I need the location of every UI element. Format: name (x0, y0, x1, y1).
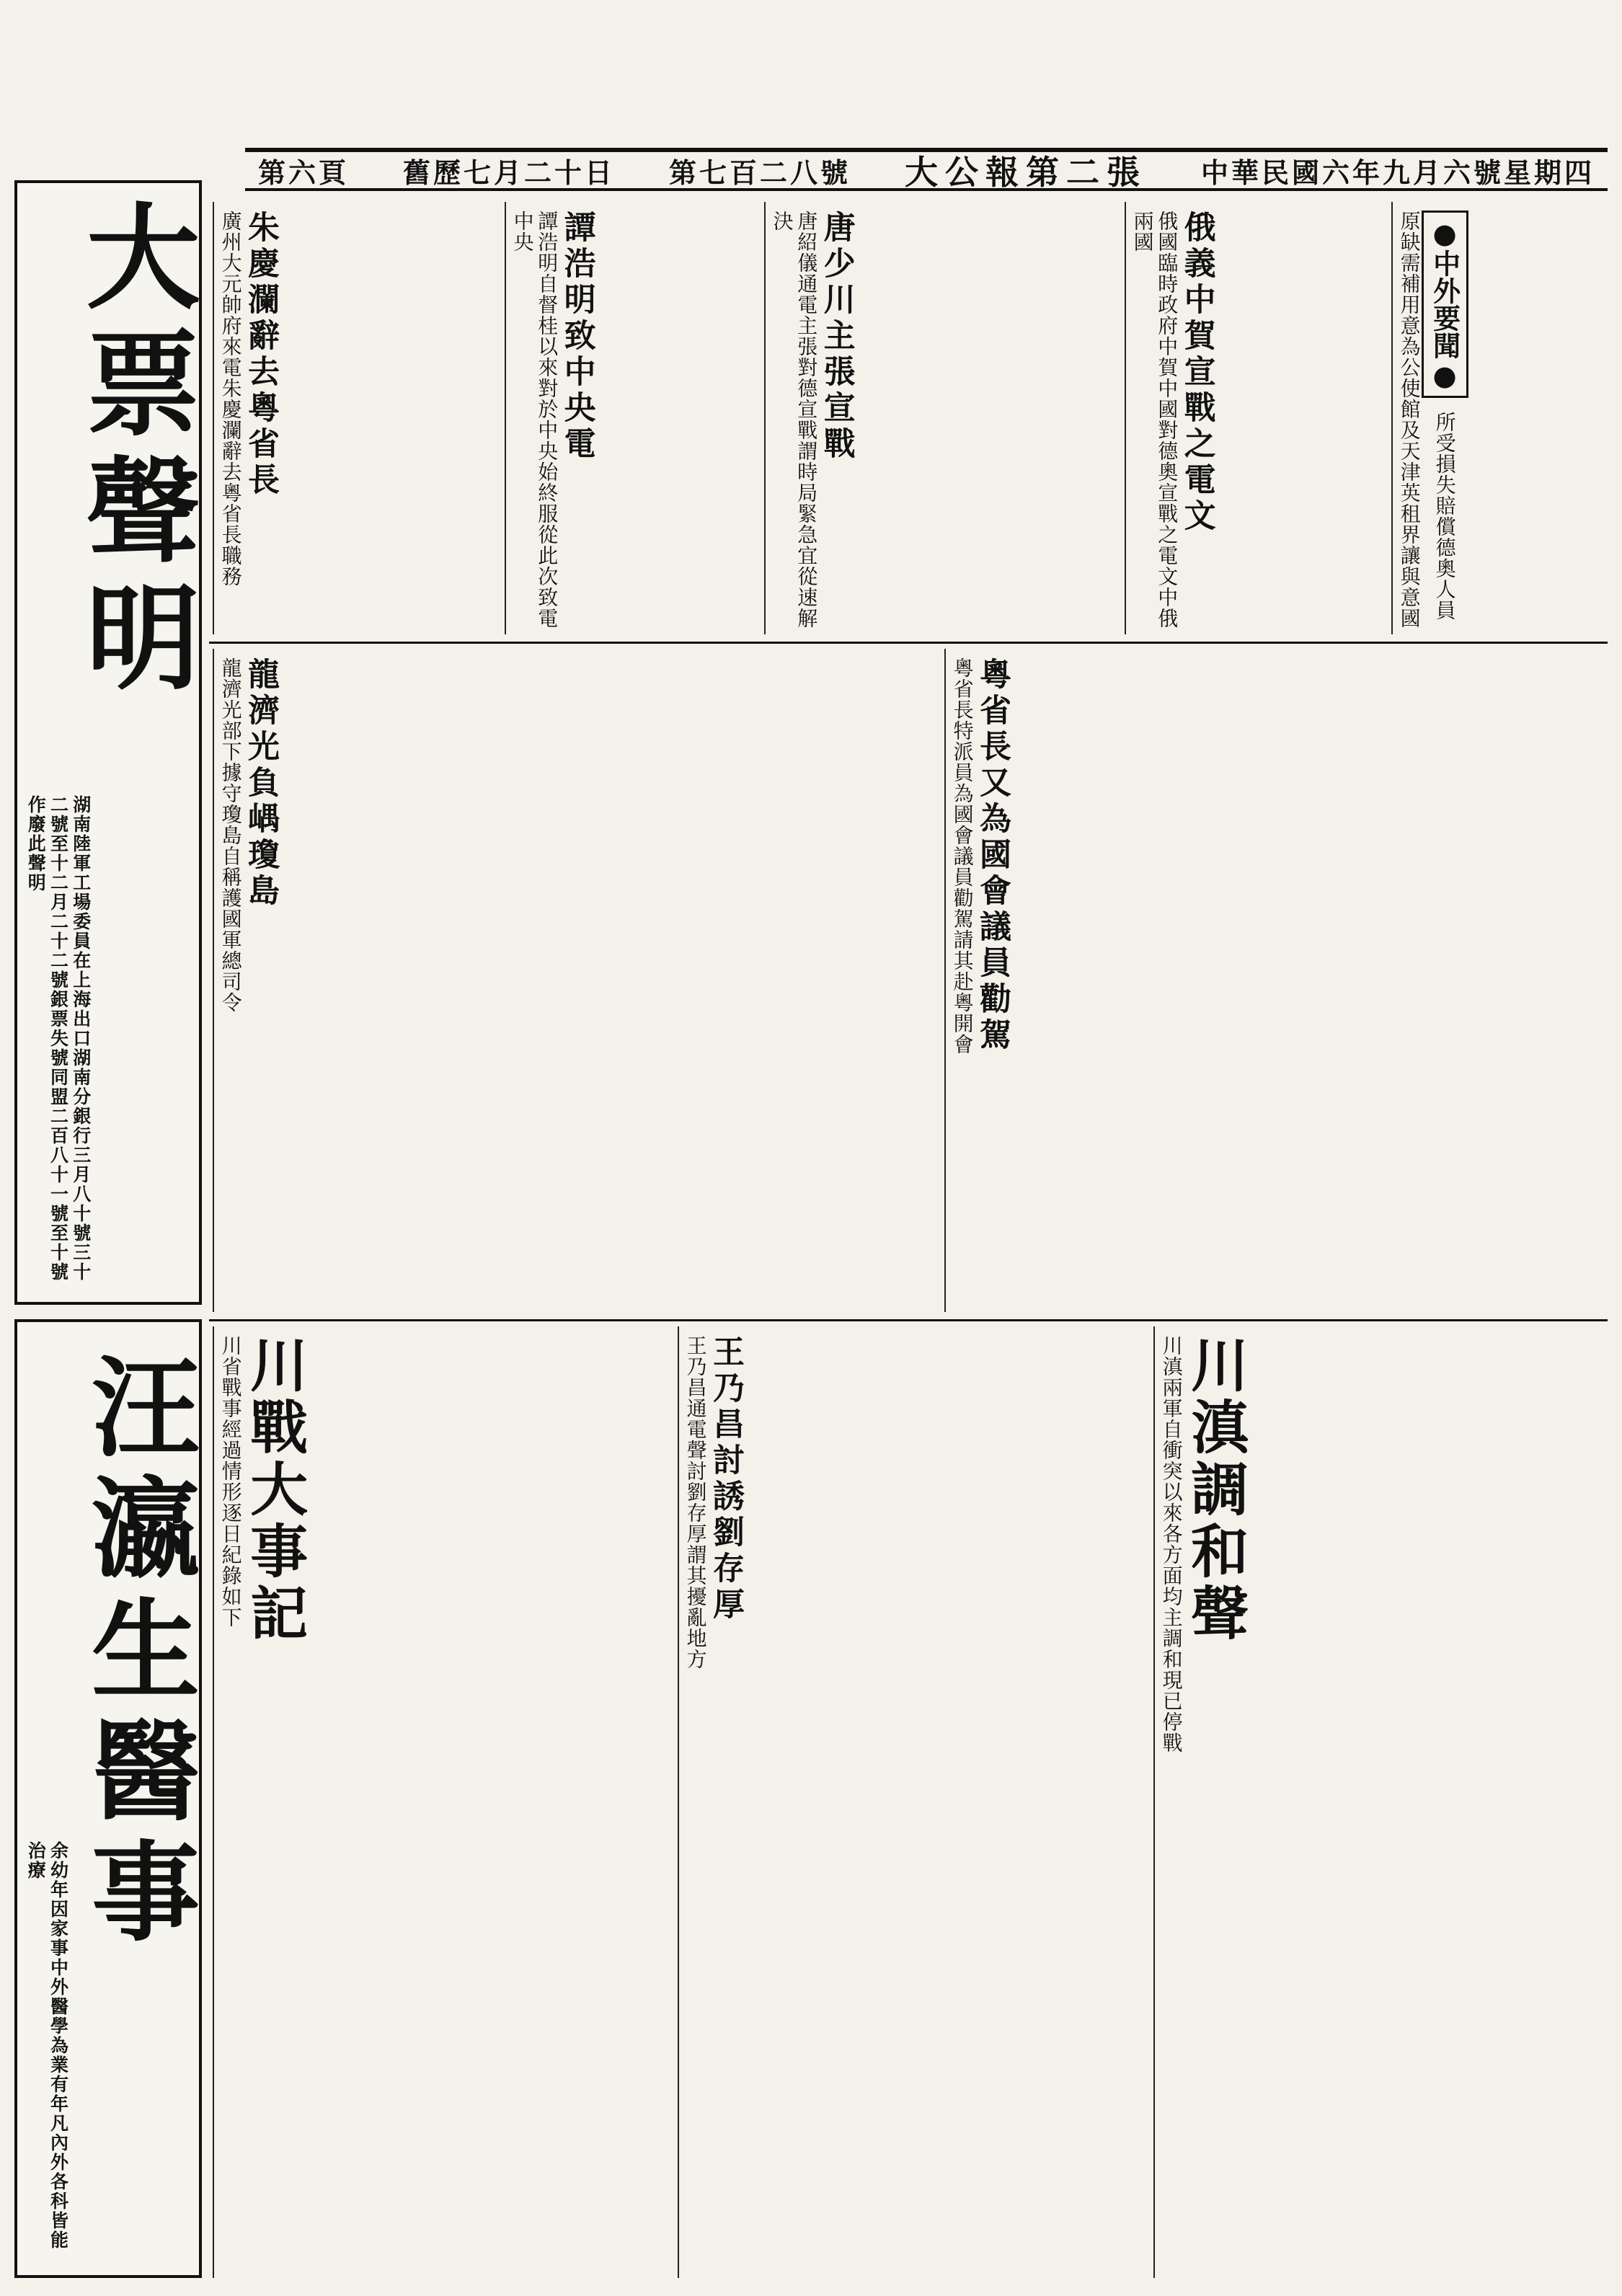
masthead-issue: 第七百二八號 (669, 156, 851, 189)
headline-sichuan-war: 川戰大事記 (240, 1335, 309, 1645)
article-sichuan-war (213, 1326, 670, 2278)
body-war-declaration: 俄國臨時政府中賀中國對德奧宣戰之電文中俄兩國 (1130, 210, 1179, 629)
article-wang (678, 1326, 1146, 2278)
body-sichuan-mediation: 川滇兩軍自衝突以來各方面均主調和現已停戰 (1159, 1335, 1184, 1753)
body-tan: 譚浩明自督桂以來對於中央始終服從此次致電中央 (510, 210, 559, 629)
body-zhu: 廣州大元帥府來電朱慶瀾辭去粵省長職務 (218, 210, 243, 587)
article-sichuan-mediation (1153, 1326, 1608, 2278)
body-tang: 唐紹儀通電主張對德宣戰謂時局緊急宜從速解決 (770, 210, 819, 629)
band-divider-2 (209, 1319, 1608, 1321)
article-foreign-news (1391, 202, 1608, 634)
ad-notice-title: 大票聲明 (67, 198, 200, 705)
article-tan (505, 202, 757, 634)
headline-wang: 王乃昌討誘劉存厚 (706, 1335, 744, 1623)
headline-tan: 譚浩明致中央電 (558, 210, 595, 463)
masthead-date: 中華民國六年九月六號星期四 (1200, 156, 1595, 189)
headline-guangdong: 粵省長又為國會議員勸駕 (973, 657, 1011, 1054)
headline-tang: 唐少川主張宣戰 (817, 210, 855, 463)
masthead (245, 148, 1608, 191)
body-longjiguang: 龍濟光部下據守瓊島自稱護國軍總司令 (218, 657, 243, 1013)
ad-doctor-text: 余幼年因家事中外醫學為業有年凡內外各科皆能治療 (25, 1841, 69, 2251)
headline-war-declaration: 俄義中賀宣戰之電文 (1178, 210, 1215, 535)
article-longjiguang (213, 649, 937, 1312)
masthead-lunar-date: 舊歷七月二十日 (403, 156, 616, 189)
masthead-page: 第六頁 (258, 156, 350, 189)
ad-notice-top (14, 180, 202, 1305)
band-divider-1 (209, 642, 1608, 644)
ad-notice-text: 湖南陸軍工場委員在上海出口湖南分銀行三月八十號三十二號至十二月二十二號銀票失號同盟二百八十一號至十號作廢此聲明 (25, 795, 92, 1282)
article-guangdong (944, 649, 1608, 1312)
article-war-declaration (1125, 202, 1384, 634)
body-sichuan-war: 川省戰事經過情形逐日紀錄如下 (218, 1335, 243, 1628)
body-guangdong: 粵省長特派員為國會議員勸駕請其赴粵開會 (950, 657, 975, 1055)
headline-zhu: 朱慶瀾辭去粵省長 (241, 210, 279, 499)
article-tang (764, 202, 1117, 634)
masthead-paper-name: 大公報第二張 (905, 153, 1147, 192)
ad-doctor (14, 1319, 202, 2278)
body-foreign-news: 所受損失賠償德奧人員原缺需補用意為公使館及天津英租界讓與意國 (1397, 210, 1457, 629)
headline-sichuan-mediation: 川滇調和聲 (1181, 1335, 1249, 1645)
body-wang: 王乃昌通電聲討劉存厚謂其擾亂地方 (683, 1335, 708, 1670)
article-zhu (213, 202, 497, 634)
ad-doctor-title: 汪瀛生醫事 (73, 1351, 200, 1956)
headline-longjiguang: 龍濟光負嵎瓊島 (241, 657, 279, 910)
section-foreign-news: ●中外要聞● (1422, 210, 1468, 398)
